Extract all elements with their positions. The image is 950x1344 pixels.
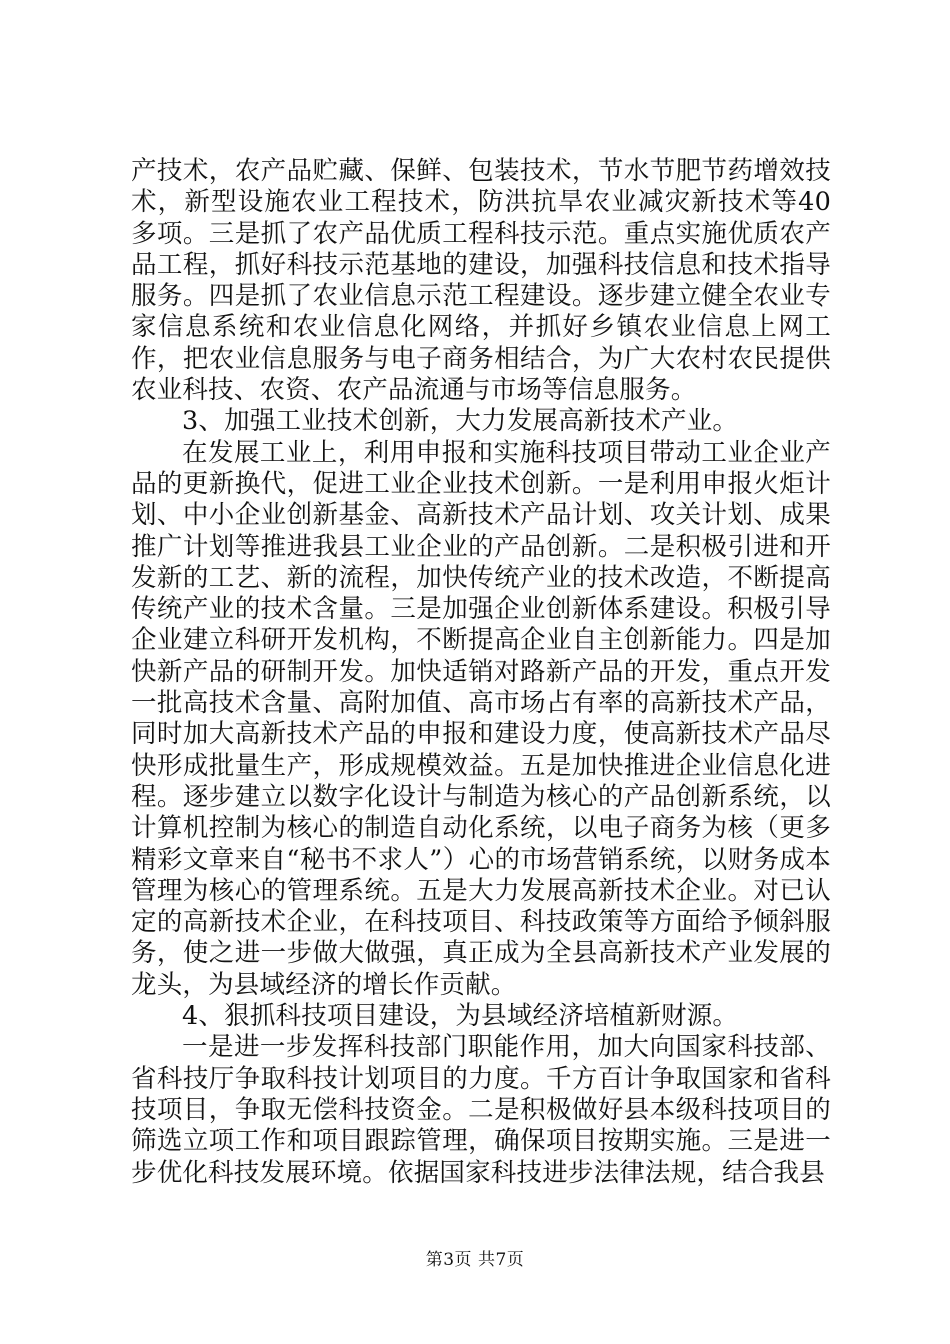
page-number-footer: 第3页 共7页 bbox=[425, 1250, 525, 1270]
paragraph-projects: 一是进一步发挥科技部门职能作用，加大向国家科技部、省科技厅争取科技计划项目的力度。千方百计争取国家和省科技项目，争取无偿科技资金。二是积极做好县本级科技项目的筛选立项工作和项目跟踪管理，确保项目按期实施。三是进一步优化科技发展环境。依据国家科技进步法律法规，结合我县 bbox=[131, 1032, 831, 1188]
section-heading-3: 3、加强工业技术创新，大力发展高新技术产业。 bbox=[182, 406, 739, 437]
paragraph-industry: 在发展工业上，利用申报和实施科技项目带动工业企业产品的更新换代，促进工业企业技术创新。一是利用申报火炬计划、中小企业创新基金、高新技术产品计划、攻关计划、成果推广计划等推进我县工业企业的产品创新。二是积极引进和开发新的工艺、新的流程，加快传统产业的技术改造，不断提高传统产业的技术含量。三是加强企业创新体系建设。积极引导企业建立科研开发机构，不断提高企业自主创新能力。四是加快新产品的研制开发。加快适销对路新产品的开发，重点开发一批高技术含量、高附加值、高市场占有率的高新技术产品，同时加大高新技术产品的申报和建设力度，使高新技术产品尽快形成批量生产，形成规模效益。五是加快推进企业信息化进程。逐步建立以数字化设计与制造为核心的产品创新系统，以计算机控制为核心的制造自动化系统，以电子商务为核（更多精彩文章来自“秘书不求人”）心的市场营销系统，以财务成本管理为核心的管理系统。五是大力发展高新技术企业。对已认定的高新技术企业，在科技项目、科技政策等方面给予倾斜服务，使之进一步做大做强，真正成为全县高新技术产业发展的龙头，为县域经济的增长作贡献。 bbox=[131, 437, 831, 1000]
section-heading-4: 4、狠抓科技项目建设，为县域经济培植新财源。 bbox=[182, 1001, 739, 1032]
document-body bbox=[131, 156, 831, 1189]
paragraph-continuation: 产技术，农产品贮藏、保鲜、包装技术，节水节肥节药增效技术，新型设施农业工程技术，防洪抗旱农业减灾新技术等40多项。三是抓了农产品优质工程科技示范。重点实施优质农产品工程，抓好科技示范基地的建设，加强科技信息和技术指导服务。四是抓了农业信息示范工程建设。逐步建立健全农业专家信息系统和农业信息化网络，并抓好乡镇农业信息上网工作，把农业信息服务与电子商务相结合，为广大农村农民提供农业科技、农资、农产品流通与市场等信息服务。 bbox=[131, 156, 831, 406]
